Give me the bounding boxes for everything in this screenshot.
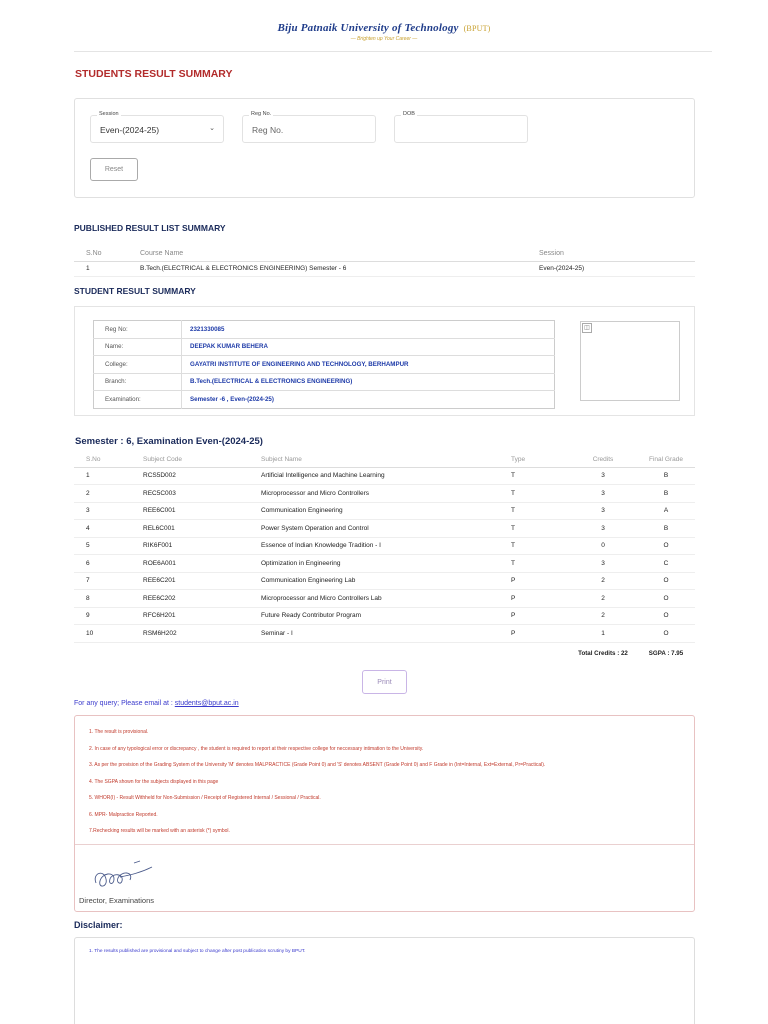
col-sno: S.No (74, 453, 143, 467)
note-item: 4. The SGPA shown for the subjects displayed in this page (89, 778, 219, 785)
col-type: Type (511, 453, 569, 467)
university-name: Biju Patnaik University of Technology (277, 22, 459, 34)
table-row[interactable]: 6 ROE6A001 Optimization in Engineering T 3 C (74, 555, 695, 573)
info-row-examination: Examination: Semester -6 , Even-(2024-25) (94, 391, 555, 409)
table-row[interactable]: 2 REC5C003 Microprocessor and Micro Controllers T 3 B (74, 485, 695, 503)
table-row[interactable]: 8 REE6C202 Microprocessor and Micro Controllers Lab P 2 O (74, 590, 695, 608)
print-button[interactable]: Print (362, 670, 407, 694)
disclaimer-title: Disclaimer: (74, 920, 123, 930)
dob-label: DOB (403, 111, 415, 117)
regno-placeholder: Reg No. (252, 125, 284, 135)
table-row[interactable]: 1 RCS5D002 Artificial Intelligence and Machine Learning T 3 B (74, 467, 695, 485)
email-link[interactable]: students@bput.ac.in (174, 700, 239, 707)
col-subject-name: Subject Name (261, 453, 511, 467)
student-info-card (74, 306, 695, 416)
col-session: Session (539, 246, 695, 261)
signatory-title: Director, Examinations (79, 896, 155, 905)
site-header (0, 22, 768, 42)
query-line (74, 700, 239, 707)
note-item: 5. WHOR(I) - Result Withheld for Non-Submission / Receipt of Registered Internal / Sessional / Practical. (89, 795, 321, 801)
university-logo-text (0, 22, 768, 34)
university-abbr: (BPUT) (463, 24, 491, 33)
note-item: 7.Rechecking results will be marked with an asterisk (*) symbol. (89, 828, 230, 834)
col-course-name: Course Name (140, 246, 539, 261)
reset-button[interactable]: Reset (90, 158, 138, 181)
published-list-title: PUBLISHED RESULT LIST SUMMARY (74, 223, 226, 233)
notes-panel (74, 715, 695, 912)
table-row[interactable]: 3 REE6C001 Communication Engineering T 3 A (74, 502, 695, 520)
disclaimer-box (74, 937, 695, 1024)
student-photo (580, 321, 680, 401)
signature-image (90, 853, 160, 893)
university-tagline: — Brighten up Your Career — (350, 36, 418, 42)
regno-label: Reg No. (251, 111, 272, 117)
disclaimer-text: 1. The results published are provisional and subject to change after post publication scrutiny by BPUT. (89, 949, 306, 954)
info-row-regno: Reg No: 2321330085 (94, 321, 555, 339)
table-row[interactable]: 10 RSM6H202 Seminar - I P 1 O (74, 625, 695, 643)
note-item: 2. In case of any typological error or discrepancy , the student is required to report at their respective college for neccessary intimation to the University. (89, 745, 424, 752)
col-subject-code: Subject Code (143, 453, 261, 467)
col-final-grade: Final Grade (637, 453, 695, 467)
search-card (74, 98, 695, 198)
notes-list (89, 728, 679, 844)
info-row-branch: Branch: B.Tech.(ELECTRICAL & ELECTRONICS ENGINEERING) (94, 373, 555, 391)
note-item: 1. The result is provisional. (89, 729, 149, 735)
table-row[interactable]: 7 REE6C201 Communication Engineering Lab P 2 O (74, 572, 695, 590)
session-label: Session (99, 111, 119, 117)
table-row[interactable]: 4 REL6C001 Power System Operation and Control T 3 B (74, 520, 695, 538)
header-divider (74, 51, 712, 52)
col-credits: Credits (569, 453, 637, 467)
col-sno: S.No (74, 246, 140, 261)
table-row[interactable]: 9 RFC6H201 Future Ready Contributor Program P 2 O (74, 607, 695, 625)
subjects-table (74, 453, 695, 664)
sgpa: SGPA : 7.95 (648, 649, 684, 657)
note-item: 3. As per the provision of the Grading System of the University 'M' denotes MALPRACTICE (Grade Point 0) and 'S' denotes ABSENT (Grade Point 0) and F Grade in (Int=Internal, Ext=External, Pr=Practical). (89, 762, 546, 768)
total-credits: Total Credits : 22 (578, 649, 628, 657)
semester-title: Semester : 6, Examination Even-(2024-25) (75, 436, 263, 447)
session-select[interactable] (90, 111, 224, 143)
student-summary-title: STUDENT RESULT SUMMARY (74, 286, 196, 296)
totals-row (74, 642, 695, 664)
published-list-table (74, 246, 695, 277)
dob-input[interactable] (394, 111, 528, 143)
regno-input[interactable] (242, 111, 376, 143)
student-info-table (93, 320, 555, 409)
broken-image-icon: ◫ (582, 323, 592, 333)
page-title: STUDENTS RESULT SUMMARY (75, 68, 233, 80)
table-row[interactable]: 1 B.Tech.(ELECTRICAL & ELECTRONICS ENGINEERING) Semester - 6 Even-(2024-25) (74, 261, 695, 276)
note-item: 6. MPR- Malpractice Reported. (89, 811, 158, 818)
session-value: Even-(2024-25) (100, 125, 160, 135)
table-row[interactable]: 5 RIK6F001 Essence of Indian Knowledge Tradition - I T 0 O (74, 537, 695, 555)
chevron-down-icon: ⌄ (209, 125, 215, 132)
query-text: For any query; Please email at : (74, 700, 175, 707)
info-row-name: Name: DEEPAK KUMAR BEHERA (94, 338, 555, 356)
notes-divider (75, 844, 694, 845)
info-row-college: College: GAYATRI INSTITUTE OF ENGINEERING AND TECHNOLOGY, BERHAMPUR (94, 356, 555, 374)
